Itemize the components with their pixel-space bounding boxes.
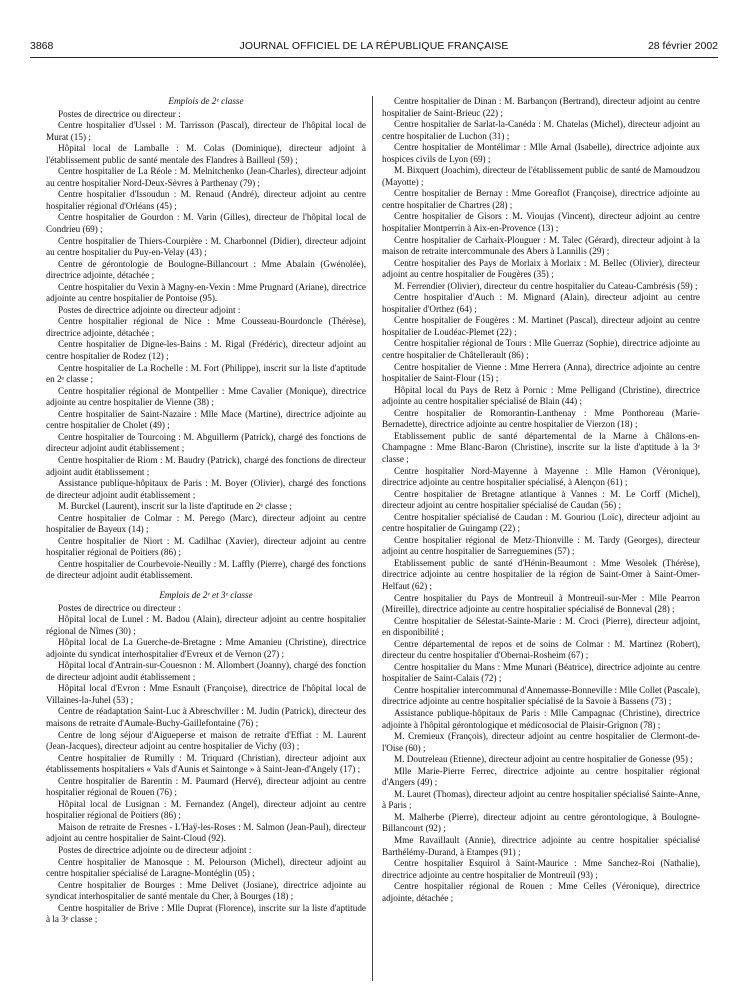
- journal-title: JOURNAL OFFICIEL DE LA RÉPUBLIQUE FRANÇAISE: [239, 40, 509, 52]
- section-title: Emplois de 2ᵉ et 3ᵉ classe: [159, 589, 253, 600]
- appointment-entry: Centre hospitalier d'Auch : M. Mignard (Alain), directeur adjoint au centre hospitalier d'Orthez (64) ;: [382, 292, 700, 314]
- section-spacer: [46, 582, 366, 590]
- column-divider: [372, 96, 373, 981]
- appointment-entry: Centre hospitalier de Manosque : M. Pelourson (Michel), directeur adjoint au centre hospitalier spécialisé de Laragne-Montéglin (05) ;: [46, 856, 366, 879]
- appointment-entry: Centre hospitalier de La Réole : M. Melnitchenko (Jean-Charles), directeur adjoint au centre hospitalier Nord-Deux-Sèvres à Parthenay (79) ;: [46, 166, 366, 188]
- right-column: [382, 96, 700, 904]
- appointment-entry: Centre hospitalier de Gisors : M. Vioujas (Vincent), directeur adjoint au centre hospitalier Montperrin à Aix-en-Provence (13) ;: [382, 211, 700, 234]
- appointment-entry: Centre hospitalier de Colmar : M. Perego (Marc), directeur adjoint au centre hospitalier de Bayeux (14) ;: [46, 512, 366, 535]
- subheading: Postes de directrice adjointe ou de directeur adjoint :: [58, 845, 252, 855]
- appointment-entry: Centre hospitalier du Mans : Mme Munari (Béatrice), directrice adjointe au centre hospitalier de Saint-Calais (72) ;: [382, 661, 700, 684]
- appointment-entry: Centre hospitalier de Carhaix-Plouguer : M. Talec (Gérard), directeur adjoint à la maison de retraite intercommunale des Abers à Lannilis (29) ;: [382, 234, 700, 257]
- appointment-entry: Centre départemental de repos et de soins de Colmar : M. Martinez (Robert), directeur du centre hospitalier d'Obernai-Rosheim (67) ;: [382, 638, 700, 661]
- appointment-entry: Hôpital local de Lunel : M. Badou (Alain), directeur adjoint au centre hospitalier régional de Nîmes (30) ;: [46, 614, 366, 636]
- publication-date: 28 février 2002: [647, 40, 718, 52]
- left-column: [46, 96, 366, 926]
- subheading: Postes de directrice ou directeur :: [58, 108, 181, 119]
- appointment-entry: Centre hospitalier de Vienne : Mme Herrera (Anna), directrice adjointe au centre hospitalier de Saint-Flour (15) ;: [382, 361, 700, 384]
- appointment-entry: Centre hospitalier spécialisé de Caudan : M. Gouriou (Loïc), directeur adjoint au centre hospitalier de Guingamp (22) ;: [382, 511, 700, 534]
- appointment-entry: M. Bixquert (Joachim), directeur de l'établissement public de santé de Mamoudzou (Mayotte) ;: [382, 165, 700, 187]
- page-number: 3868: [30, 40, 54, 52]
- appointment-entry: Centre hospitalier de Bourges : Mme Delivet (Josiane), directrice adjointe au syndicat interhospitalier de santé mentale du Cher, à Bourges (18) ;: [46, 879, 366, 902]
- appointment-entry: Centre hospitalier de Gourdon : M. Varin (Gilles), directeur de l'hôpital local de Condrieu (69) ;: [46, 212, 366, 235]
- appointment-entry: Centre de long séjour d'Aigueperse et maison de retraite d'Effiat : M. Laurent (Jean-Jacques), directeur adjoint au centre hospitalier de Vichy (03) ;: [46, 729, 366, 752]
- appointment-entry: Centre hospitalier de Bretagne atlantique à Vannes : M. Le Corff (Michel), directeur adjoint au centre hospitalier spécialisé de Caudan (56) ;: [382, 488, 700, 511]
- entry-list: [382, 96, 700, 904]
- appointment-entry: Centre hospitalier de Fougères : M. Martinet (Pascal), directeur adjoint au centre hospitalier de Loudéac-Plemet (22) ;: [382, 315, 700, 337]
- entry-list: [46, 614, 366, 845]
- appointment-entry: Hôpital local de La Guerche-de-Bretagne : Mme Amanieu (Christine), directrice adjointe du syndicat interhospitalier d'Evreux et de Vernon (27) ;: [46, 637, 366, 659]
- appointment-entry: Etablissement public de santé départemental de la Marne à Châlons-en-Champagne : Mme Blanc-Baron (Christine), inscrite sur la liste d'aptitude à la 3ᵉ classe ;: [382, 430, 700, 464]
- appointment-entry: Centre hospitalier de Thiers-Courpière : M. Charbonnel (Didier), directeur adjoint au centre hospitalier du Puy-en-Velay (43) ;: [46, 235, 366, 258]
- appointment-entry: Centre hospitalier de Digne-les-Bains : M. Rigal (Frédéric), directeur adjoint au centre hospitalier de Rodez (12) ;: [46, 339, 366, 362]
- appointment-entry: Hôpital local d'Antrain-sur-Couesnon : M. Allombert (Joanny), chargé des fonction de directeur adjoint audit établissement ;: [46, 660, 366, 682]
- appointment-entry: Centre hospitalier Nord-Mayenne à Mayenne : Mlle Hamon (Véronique), directrice adjointe au centre hospitalier spécialisé, à Alençon (61) ;: [382, 465, 700, 488]
- appointment-entry: Centre hospitalier Esquirol à Saint-Maurice : Mme Sanchez-Roi (Nathalie), directrice adjointe au centre hospitalier de Montreuil (93) ;: [382, 858, 700, 880]
- appointment-entry: Etablissement public de santé d'Hénin-Beaumont : Mme Wesolek (Thérèse), directrice adjointe au centre hospitalier de la région de Saint-Omer à Saint-Omer-Helfaut (62) ;: [382, 557, 700, 591]
- appointment-entry: Centre hospitalier des Pays de Morlaix à Morlaix : M. Bellec (Olivier), directeur adjoint au centre hospitalier de Fougères (35) ;: [382, 257, 700, 280]
- appointment-entry: Centre hospitalier intercommunal d'Annemasse-Bonneville : Mlle Collet (Pascale), directrice adjointe au centre hospitalier spécialisé de la Savoie à Bassens (73) ;: [382, 684, 700, 707]
- appointment-entry: Centre hospitalier d'Issoudun : M. Renaud (André), directeur adjoint au centre hospitalier régional d'Orléans (45) ;: [46, 189, 366, 211]
- appointment-entry: Centre hospitalier du Pays de Montreuil à Montreuil-sur-Mer : Mlle Pearron (Mireille), directrice adjointe au centre hospitalier spécialisé de Bonneval (28) ;: [382, 592, 700, 615]
- appointment-entry: Assistance publique-hôpitaux de Paris : M. Boyer (Olivier), chargé des fonctions de directeur adjoint audit établissement ;: [46, 478, 366, 500]
- appointment-entry: Centre de réadaptation Saint-Luc à Abreschviller : M. Judin (Patrick), directeur des maisons de retraite d'Aumale-Buchy-Gaillefontaine (76) ;: [46, 706, 366, 728]
- appointment-entry: M. Lauret (Thomas), directeur adjoint au centre hospitalier spécialisé Sainte-Anne, à Paris ;: [382, 788, 700, 811]
- appointment-entry: M. Burckel (Laurent), inscrit sur la liste d'aptitude en 2ᵉ classe ;: [58, 501, 292, 512]
- appointment-entry: Centre hospitalier de Barentin : M. Paumard (Hervé), directeur adjoint au centre hospitalier régional de Rouen (76) ;: [46, 775, 366, 798]
- entry-list: [46, 316, 366, 582]
- appointment-entry: Centre hospitalier régional de Nice : Mme Cousseau-Bourdoncle (Thérèse), directrice adjointe, détachée ;: [46, 316, 366, 338]
- appointment-entry: Centre hospitalier régional de Montpellier : Mme Cavalier (Monique), directrice adjointe au centre hospitalier de Vienne (38) ;: [46, 385, 366, 408]
- appointment-entry: Hôpital local du Pays de Retz à Pornic : Mme Pelligand (Christine), directrice adjointe au centre hospitalier spécialisé de Blain (44) ;: [382, 384, 700, 407]
- appointment-entry: Centre hospitalier régional de Metz-Thionville : M. Tardy (Georges), directeur adjoint au centre hospitalier de Sarreguemines (57) ;: [382, 534, 700, 557]
- appointment-entry: Hôpital local d'Evron : Mme Esnault (Françoise), directrice de l'hôpital local de Villaines-la-Juhel (53) ;: [46, 683, 366, 705]
- appointment-entry: Centre hospitalier de Romorantin-Lanthenay : Mme Ponthoreau (Marie-Bernadette), directrice adjointe au centre hospitalier de Vierzon (18) ;: [382, 407, 700, 430]
- entry-list: [46, 857, 366, 926]
- appointment-entry: Centre hospitalier d'Ussel : M. Tarrisson (Pascal), directeur de l'hôpital local de Murat (15) ;: [46, 120, 366, 142]
- subheading: Postes de directrice adjointe ou directeur adjoint :: [58, 304, 241, 315]
- appointment-entry: Hôpital local de Lusignan : M. Fernandez (Angel), directeur adjoint au centre hospitalier régional de Poitiers (86) ;: [46, 798, 366, 821]
- entry-list: [46, 120, 366, 305]
- appointment-entry: Assistance publique-hôpitaux de Paris : Mlle Campagnac (Christine), directrice adjointe à l'hôpital gérontologique et médicosocial de Plaisir-Grignon (78) ;: [382, 707, 700, 730]
- appointment-entry: M. Doutreleau (Etienne), directeur adjoint au centre hospitalier de Gonesse (95) ;: [394, 754, 693, 765]
- appointment-entry: Mlle Marie-Pierre Ferrec, directrice adjointe au centre hospitalier régional d'Angers (49) ;: [382, 765, 700, 788]
- appointment-entry: Centre hospitalier régional de Tours : Mlle Guerraz (Sophie), directrice adjointe au centre hospitalier de Châtellerault (86) ;: [382, 338, 700, 361]
- appointment-entry: Centre hospitalier régional de Rouen : Mme Celles (Véronique), directrice adjointe, détachée ;: [382, 881, 700, 903]
- appointment-entry: M. Ferrendier (Olivier), directeur du centre hospitalier du Cateau-Cambrésis (59) ;: [394, 280, 698, 291]
- appointment-entry: Centre hospitalier de Courbevoie-Neuilly : M. Laffly (Pierre), chargé des fonctions de directeur adjoint audit établissement.: [46, 558, 366, 581]
- appointment-entry: Centre hospitalier de Montélimar : Mlle Arnal (Isabelle), directrice adjointe aux hospices civils de Lyon (69) ;: [382, 142, 700, 164]
- appointment-entry: Centre hospitalier de Brive : Mlle Duprat (Florence), inscrite sur la liste d'aptitude à la 3ᵉ classe ;: [46, 902, 366, 925]
- appointment-entry: Centre hospitalier de Tourcoing : M. Abguillerm (Patrick), chargé des fonctions de directeur adjoint audit établissement ;: [46, 431, 366, 454]
- appointment-entry: Centre hospitalier de Sélestat-Sainte-Marie : M. Croci (Pierre), directeur adjoint, en disponibilité ;: [382, 615, 700, 638]
- header-rule: [30, 57, 718, 58]
- appointment-entry: Mme Ravaillault (Annie), directrice adjointe au centre hospitalier spécialisé Barthélémy-Durand, à Etampes (91) ;: [382, 835, 700, 857]
- appointment-entry: Centre hospitalier de La Rochelle : M. Fort (Philippe), inscrit sur la liste d'aptitude en 2ᵉ classe ;: [46, 362, 366, 385]
- appointment-entry: M. Cremieux (François), directeur adjoint au centre hospitalier de Clermont-de-l'Oise (60) ;: [382, 731, 700, 753]
- appointment-entry: Centre hospitalier de Saint-Nazaire : Mlle Mace (Martine), directrice adjointe au centre hospitalier de Cholet (49) ;: [46, 408, 366, 431]
- appointment-entry: M. Malherbe (Pierre), directeur adjoint au centre gérontologique, à Boulogne-Billancourt (92) ;: [382, 811, 700, 834]
- section-title: Emplois de 2ᵉ classe: [168, 96, 244, 106]
- subheading: Postes de directrice ou directeur :: [58, 602, 181, 613]
- appointment-entry: Centre hospitalier de Niort : M. Cadilhac (Xavier), directeur adjoint au centre hospitalier régional de Poitiers (86) ;: [46, 535, 366, 558]
- page-header: [30, 40, 718, 54]
- appointment-entry: Hôpital local de Lamballe : M. Colas (Dominique), directeur adjoint à l'établissement public de santé mentale des Flandres à Bailleul (59) ;: [46, 143, 366, 165]
- appointment-entry: Centre de gérontologie de Boulogne-Billancourt : Mme Abalain (Gwénolée), directrice adjointe, détachée ;: [46, 258, 366, 281]
- appointment-entry: Centre hospitalier de Rumilly : M. Triquard (Christian), directeur adjoint aux établissements hospitaliers « Vals d'Aunis et Saintonge » à Saint-Jean-d'Angely (17) ;: [46, 752, 366, 775]
- appointment-entry: Centre hospitalier de Dinan : M. Barbançon (Bertrand), directeur adjoint au centre hospitalier de Saint-Brieuc (22) ;: [382, 96, 700, 118]
- appointment-entry: Centre hospitalier de Bernay : Mme Goreaflot (Françoise), directrice adjointe au centre hospitalier de Chartres (28) ;: [382, 188, 700, 210]
- appointment-entry: Centre hospitalier de Riom : M. Baudry (Patrick), chargé des fonctions de directeur adjoint audit établissement ;: [46, 454, 366, 477]
- appointment-entry: Centre hospitalier de Sarlat-la-Canéda : M. Chatelas (Michel), directeur adjoint au centre hospitalier de Luchon (31) ;: [382, 119, 700, 141]
- appointment-entry: Centre hospitalier du Vexin à Magny-en-Vexin : Mme Prugnard (Ariane), directrice adjointe au centre hospitalier de Pontoise (95).: [46, 281, 366, 304]
- appointment-entry: Maison de retraite de Fresnes - L'Haÿ-les-Roses : M. Salmon (Jean-Paul), directeur adjoint au centre hospitalier de Saint-Cloud (92).: [46, 821, 366, 844]
